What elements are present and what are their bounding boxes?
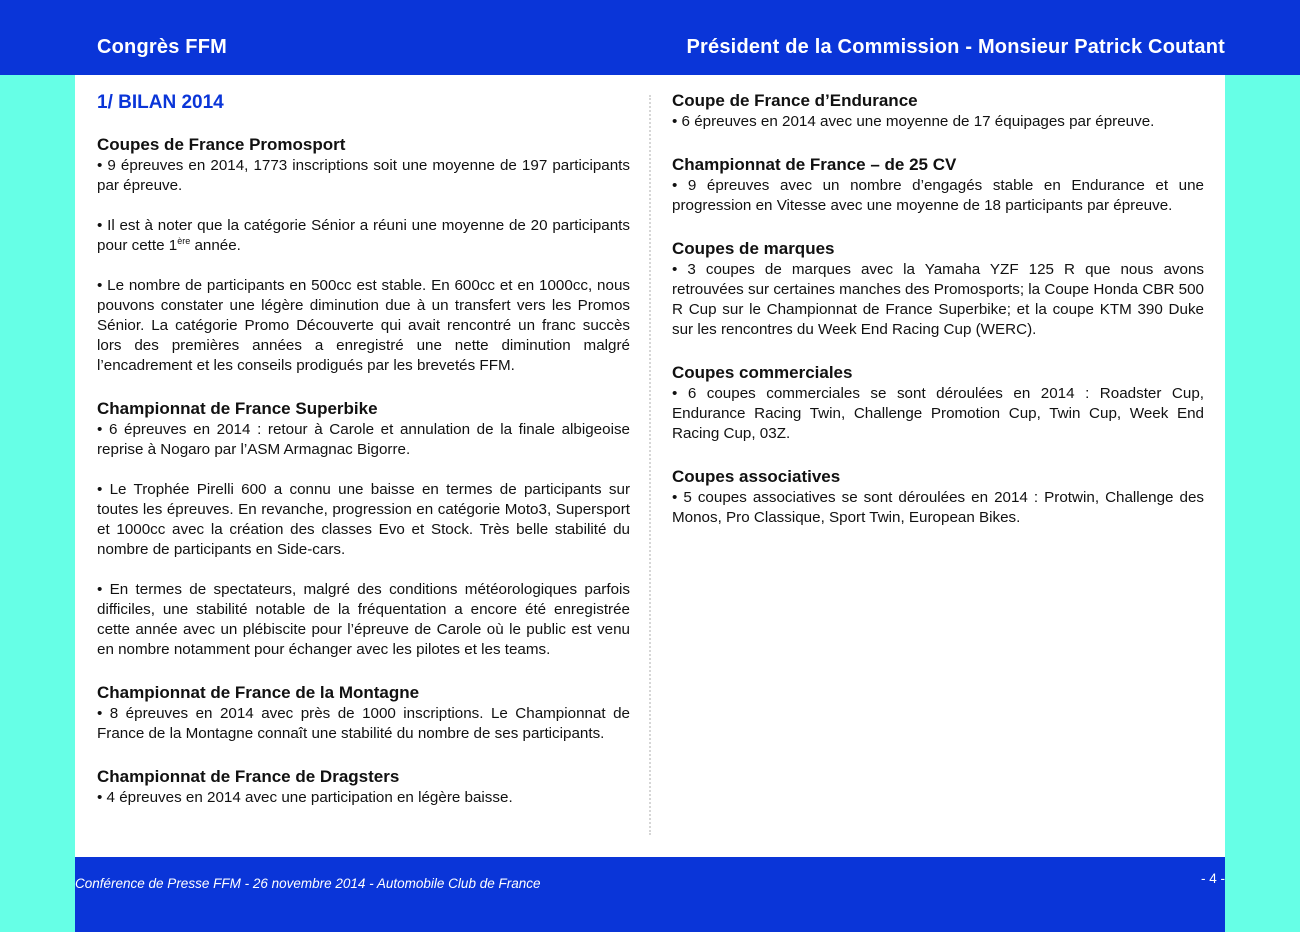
footer-caption: Conférence de Presse FFM - 26 novembre 2014 - Automobile Club de France <box>75 876 541 891</box>
note-text: • Il est à noter que la catégorie Sénior a réuni une moyenne de 20 participants pour cette 1 <box>97 217 630 254</box>
note-text-end: année. <box>190 237 241 254</box>
header-bar <box>0 0 1300 75</box>
section-superbike <box>97 398 630 660</box>
section-heading: Championnat de France Superbike <box>97 399 378 418</box>
left-column <box>97 90 630 830</box>
header-right-title: Président de la Commission - Monsieur Patrick Coutant <box>686 36 1225 58</box>
right-column <box>672 90 1204 550</box>
section-main-title: 1/ BILAN 2014 <box>97 92 224 113</box>
section-heading: Coupes de France Promosport <box>97 135 346 154</box>
section-heading: Coupes de marques <box>672 239 835 258</box>
section-associatives <box>672 466 1204 528</box>
section-heading: Coupe de France d’Endurance <box>672 91 918 110</box>
section-paragraph: • 6 épreuves en 2014 : retour à Carole et annulation de la finale albigeoise reprise à Nogaro par l’ASM Armagnac Bigorre. <box>97 421 630 458</box>
section-paragraph: • 6 coupes commerciales se sont déroulées en 2014 : Roadster Cup, Endurance Racing Twin, Challenge Promotion Cup, Twin Cup, Week End Racing Cup, 03Z. <box>672 385 1204 442</box>
section-25cv <box>672 154 1204 216</box>
section-paragraph: • 9 épreuves en 2014, 1773 inscriptions soit une moyenne de 197 participants par épreuve. <box>97 157 630 194</box>
header-left-title: Congrès FFM <box>97 36 227 58</box>
footer-bar <box>75 857 1225 932</box>
section-montagne <box>97 682 630 744</box>
section-paragraph: • Le Trophée Pirelli 600 a connu une baisse en termes de participants sur toutes les épreuves. En revanche, progression en catégorie Moto3, Supersport et 1000cc avec la création des classes Evo et Stock. Très belle stabilité du nombre de participants en Side-cars. <box>97 481 630 558</box>
section-paragraph: • 8 épreuves en 2014 avec près de 1000 inscriptions. Le Championnat de France de la Montagne connaît une stabilité du nombre de ses participants. <box>97 705 630 742</box>
section-paragraph: • En termes de spectateurs, malgré des conditions météorologiques parfois difficiles, une stabilité notable de la fréquentation a encore été enregistrée cette année avec un plébiscite pour l’épreuve de Carole où le public est venu en nombre notamment pour échanger avec les pilotes et les teams. <box>97 581 630 658</box>
section-heading: Coupes commerciales <box>672 363 853 382</box>
section-endurance <box>672 90 1204 132</box>
section-paragraph: • 4 épreuves en 2014 avec une participation en légère baisse. <box>97 789 513 806</box>
page-number: - 4 - <box>1200 871 1225 886</box>
section-paragraph: • 9 épreuves avec un nombre d’engagés stable en Endurance et une progression en Vitesse avec une moyenne de 18 participants par épreuve. <box>672 177 1204 214</box>
section-paragraph: • 3 coupes de marques avec la Yamaha YZF 125 R que nous avons retrouvées sur certaines manches des Promosports; la Coupe Honda CBR 500 R Cup sur le Championnat de France Superbike; et la coupe KTM 390 Duke sur les rencontres du Week End Racing Cup (WERC). <box>672 261 1204 338</box>
column-divider <box>649 95 651 835</box>
note-superscript: ère <box>177 235 191 246</box>
section-heading: Coupes associatives <box>672 467 841 486</box>
section-heading: Championnat de France de la Montagne <box>97 683 420 702</box>
section-paragraph-note <box>97 216 630 256</box>
section-marques <box>672 238 1204 340</box>
section-dragsters <box>97 766 630 808</box>
section-paragraph: • 5 coupes associatives se sont déroulées en 2014 : Protwin, Challenge des Monos, Pro Classique, Sport Twin, European Bikes. <box>672 489 1204 526</box>
section-paragraph: • 6 épreuves en 2014 avec une moyenne de 17 équipages par épreuve. <box>672 113 1155 130</box>
section-paragraph: • Le nombre de participants en 500cc est stable. En 600cc et en 1000cc, nous pouvons constater une légère diminution due à un transfert vers les Promos Sénior. La catégorie Promo Découverte qui avait rencontré un franc succès lors des premières années a enregistré une nette diminution malgré l’encadrement et les conseils prodigués par les brevetés FFM. <box>97 277 630 374</box>
section-heading: Championnat de France – de 25 CV <box>672 155 957 174</box>
section-commerciales <box>672 362 1204 444</box>
section-heading: Championnat de France de Dragsters <box>97 767 400 786</box>
section-promosport <box>97 134 630 376</box>
